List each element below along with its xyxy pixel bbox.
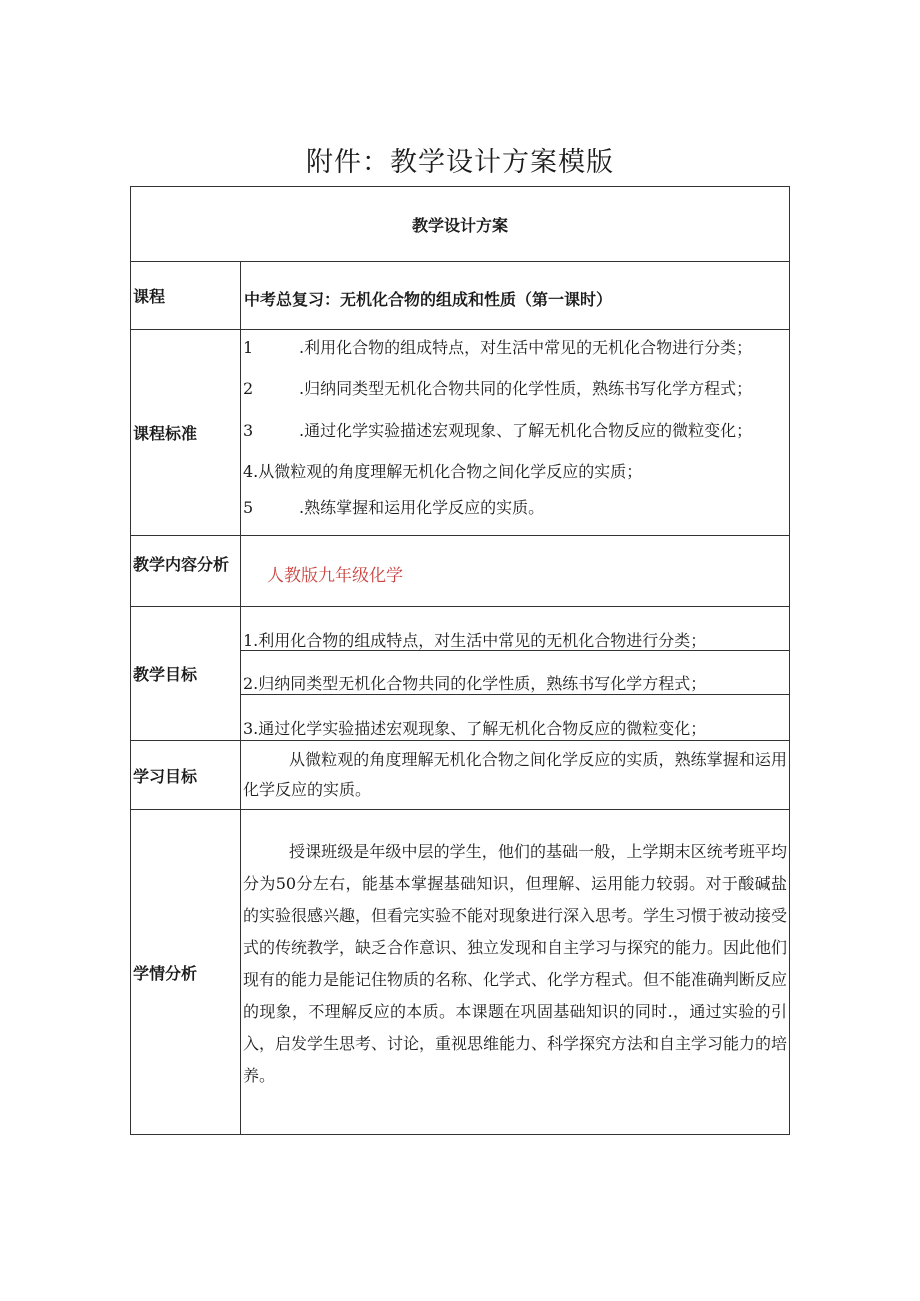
teaching-goals-row — [131, 607, 789, 741]
standard-text: .归纳同类型无机化合物共同的化学性质，熟练书写化学方程式； — [299, 379, 753, 398]
standard-number: 5 — [243, 498, 254, 517]
content-analysis-row — [131, 536, 789, 607]
learning-goals-label: 学习目标 — [131, 741, 241, 809]
textbook-edition: 人教版九年级化学 — [267, 566, 403, 586]
standard-text: 4.从微粒观的角度理解无机化合物之间化学反应的实质； — [243, 462, 643, 481]
standard-text: .通过化学实验描述宏观现象、了解无机化合物反应的微粒变化； — [299, 421, 753, 440]
standards-row — [131, 330, 789, 536]
teaching-goals-label: 教学目标 — [131, 607, 241, 740]
standards-cell — [241, 330, 789, 535]
learning-goals-text: 从微粒观的角度理解无机化合物之间化学反应的实质，熟练掌握和运用化学反应的实质。 — [243, 750, 787, 799]
standard-number: 2 — [243, 379, 254, 398]
content-analysis-label: 教学内容分析 — [131, 536, 241, 606]
standard-item — [243, 335, 752, 358]
standard-number: 1 — [243, 338, 254, 357]
standard-item — [243, 459, 642, 482]
course-label: 课程 — [131, 262, 241, 329]
course-name: 中考总复习：无机化合物的组成和性质（第一课时） — [244, 290, 613, 309]
standard-text: .利用化合物的组成特点，对生活中常见的无机化合物进行分类； — [299, 338, 753, 357]
learning-goals-cell — [241, 741, 789, 809]
content-analysis-cell — [241, 536, 789, 606]
standard-item — [243, 418, 752, 441]
table-header: 教学设计方案 — [411, 215, 508, 235]
standard-item — [243, 376, 752, 399]
learner-analysis-text: 授课班级是年级中层的学生，他们的基础一般，上学期末区统考班平均分为50分左右，能基本掌握基础知识，但理解、运用能力较弱。对于酸碱盐的实验很感兴趣，但看完实验不能对现象进行深入思考。学生习惯于被动接受式的传统教学，缺乏合作意识、独立发现和自主学习与探究的能力。因此他们现有的能力是能记住物质的名称、化学式、化学方程式。但不能准确判断反应的现象，不理解反应的本质。本课题在巩固基础知识的同时.，通过实验的引入，启发学生思考、讨论，重视思维能力、科学探究方法和自主学习能力的培养。 — [243, 842, 788, 1085]
teaching-goal-item: 3.通过化学实验描述宏观现象、了解无机化合物反应的微粒变化； — [243, 719, 707, 738]
teaching-goal-item: 1.利用化合物的组成特点，对生活中常见的无机化合物进行分类； — [241, 607, 789, 651]
learning-goals-row — [131, 741, 789, 810]
course-row — [131, 262, 789, 330]
standard-number: 3 — [243, 421, 254, 440]
teaching-goals-cell — [241, 607, 789, 740]
lesson-plan-table — [130, 186, 790, 1135]
learner-analysis-row — [131, 810, 789, 1134]
standard-text: .熟练掌握和运用化学反应的实质。 — [299, 498, 545, 517]
learner-analysis-label: 学情分析 — [131, 810, 241, 1134]
learner-analysis-cell — [241, 810, 789, 1134]
standard-item — [243, 495, 544, 518]
standards-label: 课程标准 — [131, 330, 241, 535]
course-cell — [241, 262, 789, 329]
table-header-row — [131, 187, 789, 262]
teaching-goal-item: 2.归纳同类型无机化合物共同的化学性质，熟练书写化学方程式； — [241, 651, 789, 695]
document-title: 附件：教学设计方案模版 — [306, 147, 614, 178]
